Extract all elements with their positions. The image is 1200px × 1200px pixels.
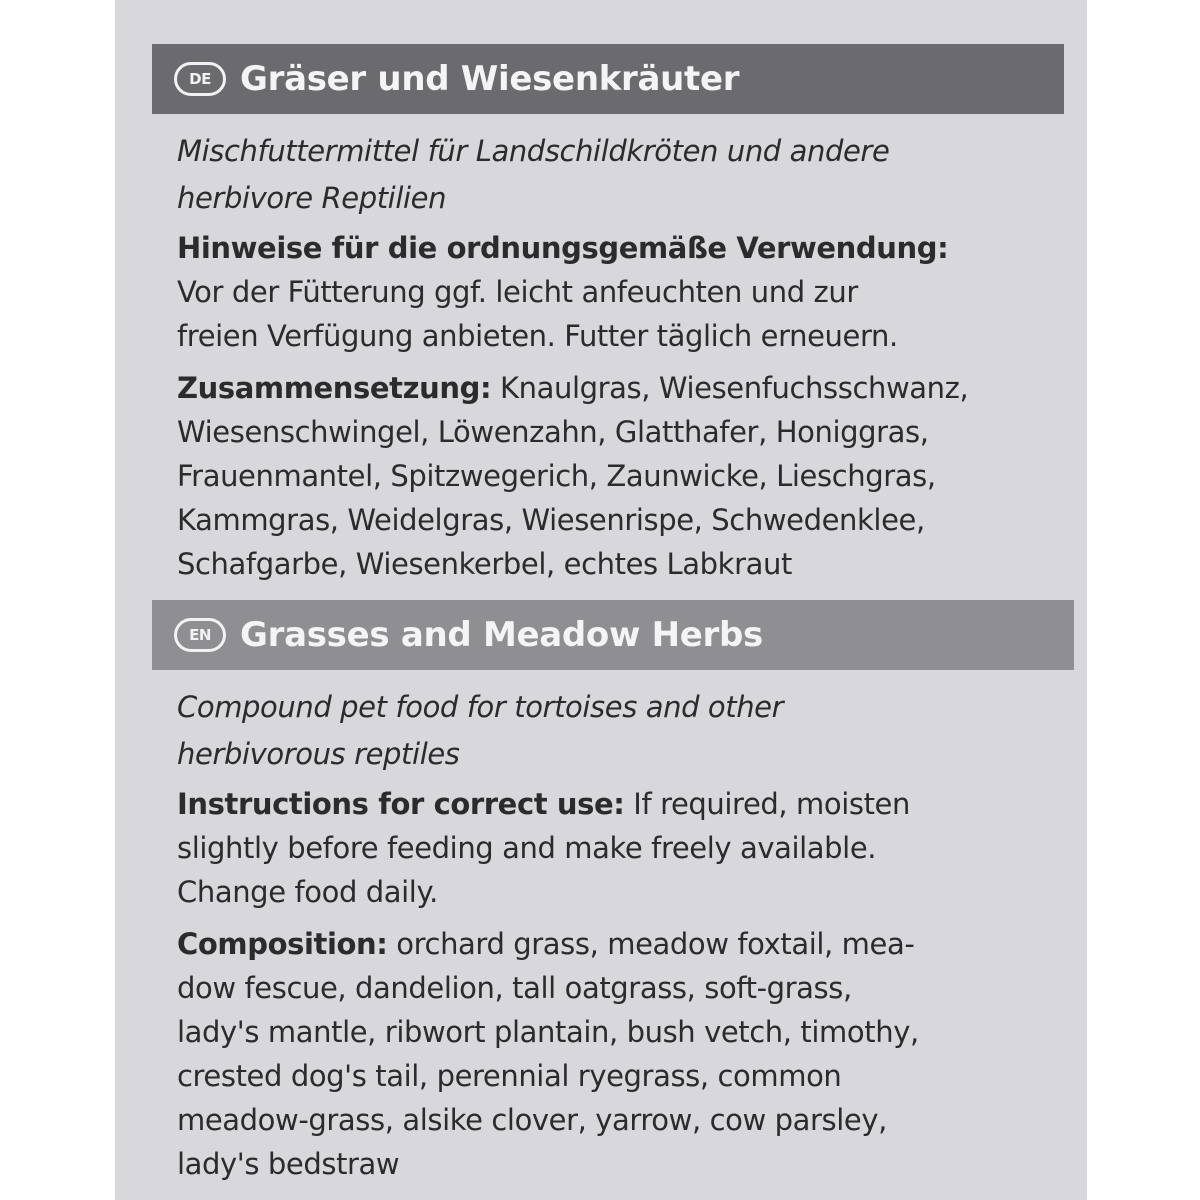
german-body xyxy=(177,128,1057,586)
language-badge-en: EN xyxy=(174,618,226,652)
english-title: Grasses and Meadow Herbs xyxy=(240,615,763,655)
english-usage-heading: Instructions for correct use: xyxy=(177,787,625,821)
german-composition-heading: Zusammensetzung: xyxy=(177,371,492,405)
german-usage: Hinweise für die ordnungsgemäße Verwendung: Vor der Fütterung ggf. leicht anfeuchten und zur freien Verfügung anbieten. Futter täglich erneuern. xyxy=(177,226,1057,358)
german-composition: Zusammensetzung: Knaulgras, Wiesenfuchsschwanz, Wiesenschwingel, Löwenzahn, Glatthafer, Honiggras, Frauenmantel, Spitzwegerich, Zaunwicke, Lieschgras, Kammgras, Weidelgras, Wiesenrispe, Schwedenklee, Schafgarbe, Wiesenkerbel, echtes Labkraut xyxy=(177,371,969,581)
german-title: Gräser und Wiesenkräuter xyxy=(240,59,740,99)
german-subtitle: Mischfuttermittel für Landschildkröten und andere herbivore Reptilien xyxy=(177,134,890,215)
english-body xyxy=(177,684,1057,1186)
english-title-band xyxy=(152,600,1074,670)
german-usage-heading: Hinweise für die ordnungsgemäße Verwendung: xyxy=(177,231,949,265)
english-composition: Composition: orchard grass, meadow foxtail, mea- dow fescue, dandelion, tall oatgrass, soft-grass, lady's mantle, ribwort plantain, bush vetch, timothy, crested dog's tail, perennial ryegrass, common meadow-grass, alsike clover, yarrow, cow parsley, lady's bedstraw xyxy=(177,927,919,1181)
language-badge-de: DE xyxy=(174,62,226,96)
english-composition-heading: Composition: xyxy=(177,927,388,961)
english-usage: Instructions for correct use: If required, moisten slightly before feeding and make freely available. Change food daily. xyxy=(177,787,910,909)
german-title-band xyxy=(152,44,1064,114)
product-label xyxy=(115,0,1087,1200)
english-subtitle: Compound pet food for tortoises and other herbivorous reptiles xyxy=(177,690,784,771)
